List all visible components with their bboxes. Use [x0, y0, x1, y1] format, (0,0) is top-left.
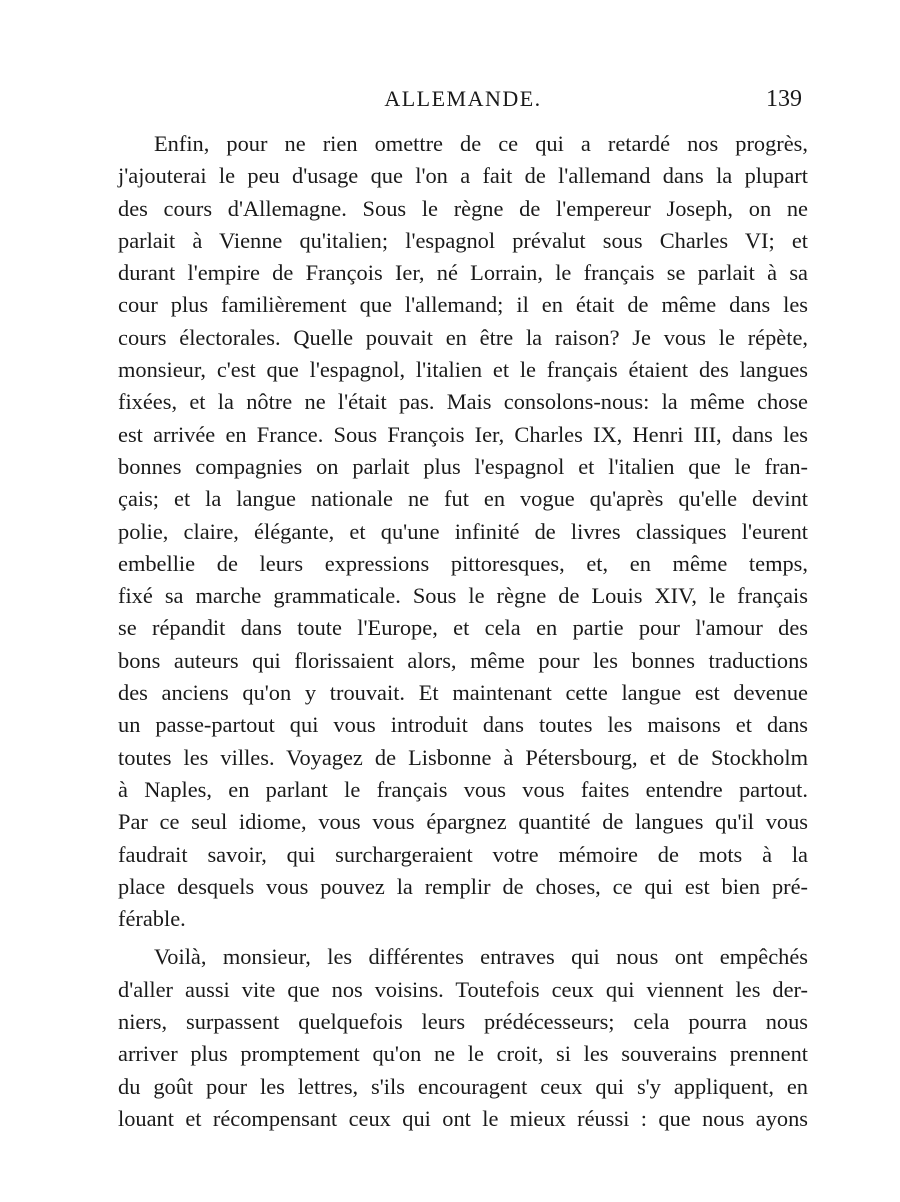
- text-line: se répandit dans toute l'Europe, et cela en partie pour l'amour des: [118, 615, 808, 641]
- paragraph-1: [118, 128, 808, 935]
- text-line: des anciens qu'on y trouvait. Et maintenant cette langue est devenue: [118, 680, 808, 706]
- text-line: arriver plus promptement qu'on ne le croit, si les souverains prennent: [118, 1041, 808, 1067]
- text-line: louant et récompensant ceux qui ont le mieux réussi : que nous ayons: [118, 1105, 808, 1131]
- body-text: [118, 128, 808, 1135]
- text-line: fixées, et la nôtre ne l'était pas. Mais consolons-nous: la même chose: [118, 389, 808, 415]
- page-number: 139: [766, 86, 802, 112]
- text-line: cour plus familièrement que l'allemand; il en était de même dans les: [118, 292, 808, 318]
- running-head: [118, 86, 808, 120]
- text-line: Voilà, monsieur, les différentes entraves qui nous ont empêchés: [154, 944, 808, 970]
- text-line: Par ce seul idiome, vous vous épargnez quantité de langues qu'il vous: [118, 809, 808, 835]
- text-line: férable.: [118, 906, 186, 932]
- text-line: çais; et la langue nationale ne fut en vogue qu'après qu'elle devint: [118, 486, 808, 512]
- text-line: est arrivée en France. Sous François Ier, Charles IX, Henri III, dans les: [118, 421, 808, 447]
- text-line: toutes les villes. Voyagez de Lisbonne à Pétersbourg, et de Stockholm: [118, 744, 808, 770]
- text-line: bons auteurs qui florissaient alors, même pour les bonnes traductions: [118, 647, 808, 673]
- text-line: durant l'empire de François Ier, né Lorrain, le français se parlait à sa: [118, 260, 808, 286]
- text-line: niers, surpassent quelquefois leurs prédécesseurs; cela pourra nous: [118, 1009, 808, 1035]
- paragraph-2: [118, 941, 808, 1135]
- text-line: à Naples, en parlant le français vous vous faites entendre partout.: [118, 776, 808, 802]
- text-line: d'aller aussi vite que nos voisins. Toutefois ceux qui viennent les der-: [118, 976, 808, 1002]
- text-line: monsieur, c'est que l'espagnol, l'italien et le français étaient des langues: [118, 357, 808, 383]
- text-line: fixé sa marche grammaticale. Sous le règne de Louis XIV, le français: [118, 583, 808, 609]
- text-line: polie, claire, élégante, et qu'une infinité de livres classiques l'eurent: [118, 518, 808, 544]
- running-title: ALLEMANDE.: [384, 86, 542, 111]
- text-line: place desquels vous pouvez la remplir de choses, ce qui est bien pré-: [118, 873, 808, 899]
- text-line: embellie de leurs expressions pittoresques, et, en même temps,: [118, 550, 808, 576]
- text-line: bonnes compagnies on parlait plus l'espagnol et l'italien que le fran-: [118, 453, 808, 479]
- text-line: cours électorales. Quelle pouvait en être la raison? Je vous le répète,: [118, 324, 808, 350]
- text-line: j'ajouterai le peu d'usage que l'on a fait de l'allemand dans la plupart: [118, 163, 808, 189]
- text-line: faudrait savoir, qui surchargeraient votre mémoire de mots à la: [118, 841, 808, 867]
- text-line: du goût pour les lettres, s'ils encouragent ceux qui s'y appliquent, en: [118, 1073, 808, 1099]
- text-line: parlait à Vienne qu'italien; l'espagnol prévalut sous Charles VI; et: [118, 227, 808, 253]
- text-line: des cours d'Allemagne. Sous le règne de l'empereur Joseph, on ne: [118, 195, 808, 221]
- text-line: Enfin, pour ne rien omettre de ce qui a retardé nos progrès,: [154, 131, 808, 156]
- text-line: un passe-partout qui vous introduit dans toutes les maisons et dans: [118, 712, 808, 738]
